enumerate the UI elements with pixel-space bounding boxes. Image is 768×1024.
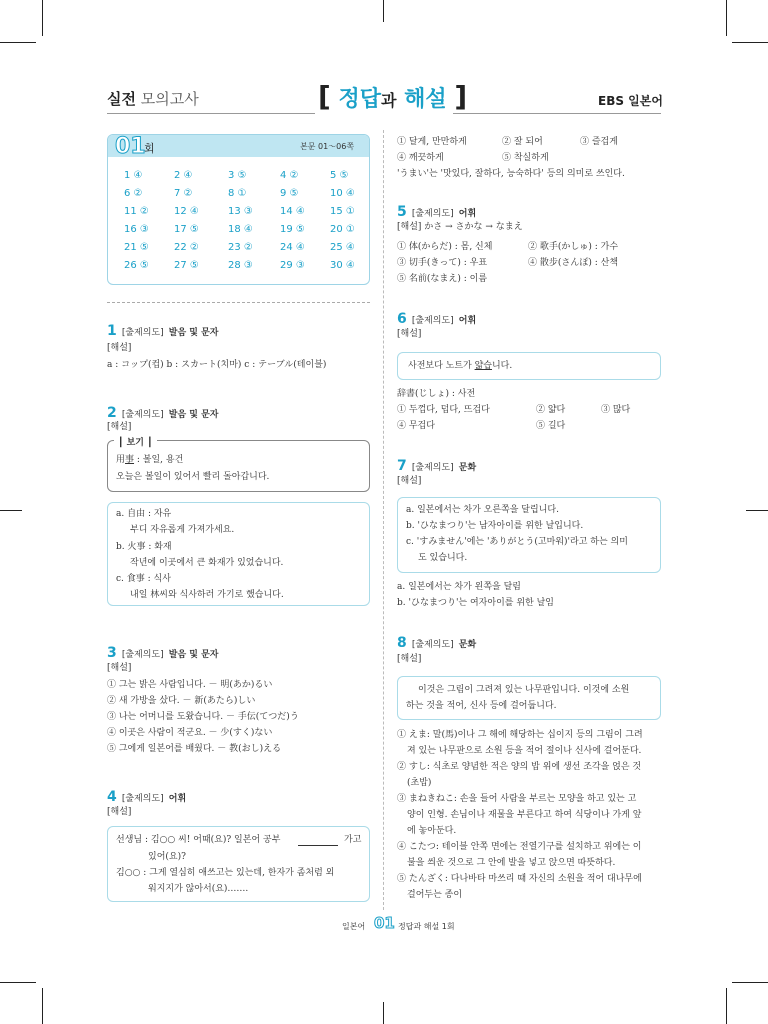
header-left-rest: 모의고사 xyxy=(140,90,199,108)
q4-topic: 어휘 xyxy=(168,794,187,804)
q5-tag: [출제의도] xyxy=(411,209,454,219)
crop-mark xyxy=(726,0,727,36)
answer-item: 3 ⑤ xyxy=(228,170,247,181)
bogi-label-text: 보기 xyxy=(126,438,144,448)
bogi-line-1 xyxy=(116,453,183,467)
q5-heading xyxy=(397,201,476,220)
q5-number: 5 xyxy=(397,204,407,220)
answer-item: 26 ⑤ xyxy=(124,260,149,271)
header-title-c: 해설 xyxy=(404,87,447,112)
q8-line: 걸어두는 종이 xyxy=(407,890,463,900)
crop-mark xyxy=(0,510,22,511)
answer-item: 1 ④ xyxy=(124,170,143,181)
q8-line: 에 놓아둔다. xyxy=(407,826,457,836)
answer-item: 9 ⑤ xyxy=(280,188,299,199)
q5-line: ② 歌手(かしゅ) : 가수 xyxy=(528,242,619,252)
answer-item: 10 ④ xyxy=(330,188,355,199)
q6-line: ④ 무겁다 xyxy=(397,421,435,431)
q8-box-line: 하는 것을 적어, 신사 등에 걸어둡니다. xyxy=(406,701,557,711)
q1-tag: [출제의도] xyxy=(121,328,164,338)
crop-mark xyxy=(726,988,727,1024)
answer-item: 4 ② xyxy=(280,170,299,181)
q8-line: ⑤ たんざく: 다나바타 마쓰리 때 자신의 소원을 적어 대나무에 xyxy=(397,874,642,884)
q5-haeseol: [해설] かさ → さかな → なまえ xyxy=(397,222,523,232)
q7-box-line: 도 있습니다. xyxy=(418,553,468,563)
header-title-a: 정답 xyxy=(338,87,381,112)
footer-label: 정답과 해설 1회 xyxy=(398,922,455,931)
bogi-mark: ┃ xyxy=(143,438,153,448)
answer-item: 28 ③ xyxy=(228,260,253,271)
q2-line: 부디 자유롭게 가져가세요. xyxy=(130,525,235,535)
answer-item: 15 ① xyxy=(330,206,355,217)
q2-heading xyxy=(107,402,219,421)
q3-line: ① 그는 밝은 사람입니다. － 明(あか)るい xyxy=(107,680,273,690)
q4-tag: [출제의도] xyxy=(121,794,164,804)
q8-line: ④ こたつ: 테이블 안쪽 면에는 전열기구를 설치하고 위에는 이 xyxy=(397,842,642,852)
answer-item: 29 ③ xyxy=(280,260,305,271)
q7-box-line: a. 일본에서는 차가 오른쪽을 달립니다. xyxy=(406,505,559,515)
q6-number: 6 xyxy=(397,311,407,327)
header-title-b: 과 xyxy=(380,91,397,110)
q3-haeseol: [해설] xyxy=(107,663,132,673)
answer-item: 24 ④ xyxy=(280,242,305,253)
q8-line: 져 있는 나무판으로 소원 등을 적어 절이나 신사에 걸어둔다. xyxy=(407,746,642,756)
answer-item: 27 ⑤ xyxy=(174,260,199,271)
q7-heading xyxy=(397,455,476,474)
q4-haeseol: [해설] xyxy=(107,807,132,817)
q2-line: 작년에 이곳에서 큰 화재가 있었습니다. xyxy=(130,558,284,568)
q8-line: ① えま: 말(馬)이나 그 해에 해당하는 십이지 등의 그림이 그려 xyxy=(397,730,643,740)
q6-box-b: 얇습 xyxy=(474,361,492,371)
bracket-open: [ xyxy=(318,80,331,113)
q8-box-line: 이것은 그림이 그려져 있는 나무판입니다. 이것에 소원 xyxy=(418,685,630,695)
q5-line: ① 体(からだ) : 몸, 신체 xyxy=(397,242,493,252)
q6-line: ② 얇다 xyxy=(536,405,566,415)
q2-topic: 발음 및 문자 xyxy=(168,410,219,420)
header-right: EBS 일본어 xyxy=(598,94,663,108)
q6-topic: 어휘 xyxy=(458,316,477,326)
divider xyxy=(107,302,370,303)
q6-haeseol: [해설] xyxy=(397,329,422,339)
page-range: 본문 01～06쪽 xyxy=(300,142,355,151)
crop-mark xyxy=(0,982,36,983)
bogi-label xyxy=(114,435,157,448)
q6-line: ③ 많다 xyxy=(601,405,631,415)
q4-dialogue-2: 있어(요)? xyxy=(148,852,186,862)
crop-mark xyxy=(42,0,43,36)
answer-item: 19 ⑤ xyxy=(280,224,305,235)
q2-line: a. 自由 : 자유 xyxy=(116,509,172,519)
q6-line: 辞書(じしょ) : 사전 xyxy=(397,389,476,399)
q4-dialogue-3: 김○○ : 그게 열심히 애쓰고는 있는데, 한자가 좀처럼 외 xyxy=(116,868,335,878)
footer-subject: 일본어 xyxy=(342,922,366,931)
answer-item: 30 ④ xyxy=(330,260,355,271)
answer-item: 14 ④ xyxy=(280,206,305,217)
q1-topic: 발음 및 문자 xyxy=(168,328,219,338)
q3-line: ④ 이곳은 사람이 적군요. － 少(すく)ない xyxy=(107,728,273,738)
crop-mark xyxy=(383,0,384,22)
q3-topic: 발음 및 문자 xyxy=(168,650,219,660)
crop-mark xyxy=(383,1002,384,1024)
q8-line: (초밥) xyxy=(407,778,432,788)
answer-item: 5 ⑤ xyxy=(330,170,349,181)
answer-item: 22 ② xyxy=(174,242,199,253)
crop-mark xyxy=(746,510,768,511)
q6-box-a: 사전보다 노트가 xyxy=(408,361,475,371)
q7-after-line: b. 'ひなまつり'는 여자아이를 위한 날임 xyxy=(397,598,554,608)
q6-line: ⑤ 길다 xyxy=(536,421,566,431)
answer-item: 25 ④ xyxy=(330,242,355,253)
q4-dialogue-1: 선생님 : 김○○ 씨! 어때(요)? 일본어 공부 xyxy=(116,835,281,845)
crop-mark xyxy=(42,988,43,1024)
answer-item: 13 ③ xyxy=(228,206,253,217)
r-top-1b: ② 잘 되어 xyxy=(502,137,543,147)
answer-item: 20 ① xyxy=(330,224,355,235)
q2-number: 2 xyxy=(107,405,117,421)
q2-line: c. 食事 : 식사 xyxy=(116,574,171,584)
q5-line: ④ 散步(さんぽ) : 산책 xyxy=(528,258,619,268)
q8-haeseol: [해설] xyxy=(397,654,422,664)
q8-line: ② すし: 식초로 양념한 적은 양의 밥 위에 생선 조각을 얹은 것 xyxy=(397,762,642,772)
r-top-2b: ⑤ 착실하게 xyxy=(502,153,549,163)
q3-heading xyxy=(107,642,219,661)
column-divider xyxy=(383,130,384,910)
q8-tag: [출제의도] xyxy=(411,640,454,650)
answer-item: 6 ② xyxy=(124,188,143,199)
q7-haeseol: [해설] xyxy=(397,476,422,486)
q7-topic: 문화 xyxy=(458,463,477,473)
q8-line: 불을 씌운 것으로 그 안에 발을 넣고 앉으면 따뜻하다. xyxy=(407,858,616,868)
q5-line: ⑤ 名前(なまえ) : 이름 xyxy=(397,274,488,284)
answer-item: 21 ⑤ xyxy=(124,242,149,253)
q7-box-line: b. 'ひなまつり'는 남자아이를 위한 날입니다. xyxy=(406,521,584,531)
header-left-bold: 실전 xyxy=(107,90,136,108)
q3-line: ③ 나는 어머니를 도왔습니다. － 手伝(てつだ)う xyxy=(107,712,299,722)
answer-item: 23 ② xyxy=(228,242,253,253)
blank-line xyxy=(298,845,338,846)
header-title xyxy=(318,80,467,113)
bracket-close: ] xyxy=(454,80,468,113)
answer-item: 8 ① xyxy=(228,188,247,199)
q4-dialogue-1b: 가고 xyxy=(344,835,362,845)
crop-mark xyxy=(732,982,768,983)
r-top-3: 'うまい'는 '맛있다, 잘하다, 능숙하다' 등의 의미로 쓰인다. xyxy=(397,169,625,179)
q7-tag: [출제의도] xyxy=(411,463,454,473)
q6-heading xyxy=(397,308,476,327)
crop-mark xyxy=(732,42,768,43)
q8-line: 양이 인형. 손님이나 재물을 부른다고 하여 식당이나 가게 앞 xyxy=(407,810,642,820)
header-rule-right xyxy=(453,113,661,114)
q1-number: 1 xyxy=(107,323,117,339)
q2-haeseol: [해설] xyxy=(107,422,132,432)
bogi-mark: ┃ xyxy=(118,438,127,448)
answer-item: 17 ⑤ xyxy=(174,224,199,235)
q7-after-line: a. 일본에서는 차가 왼쪽을 달림 xyxy=(397,582,521,592)
header-left xyxy=(107,88,199,109)
q3-tag: [출제의도] xyxy=(121,650,164,660)
answer-item: 2 ④ xyxy=(174,170,193,181)
r-top-2a: ④ 깨끗하게 xyxy=(397,153,444,163)
q8-number: 8 xyxy=(397,635,407,651)
crop-mark xyxy=(0,42,36,43)
q6-box-text xyxy=(408,359,512,373)
answer-item: 18 ④ xyxy=(228,224,253,235)
answer-item: 16 ③ xyxy=(124,224,149,235)
header-rule-left xyxy=(107,113,315,114)
q1-heading xyxy=(107,320,219,339)
round-label: 회 xyxy=(144,142,155,155)
q2-line: b. 火事 : 화재 xyxy=(116,542,172,552)
footer-number: 01 xyxy=(374,914,395,932)
q1-line: a : コップ(컵) b : スカート(치마) c : テーブル(테이블) xyxy=(107,360,327,370)
q1-haeseol: [해설] xyxy=(107,343,132,353)
q6-box-c: 니다. xyxy=(491,361,513,371)
q7-box-line: c. 'すみません'에는 'ありがとう(고마워)'라고 하는 의미 xyxy=(406,537,628,547)
q3-number: 3 xyxy=(107,645,117,661)
q5-line: ③ 切手(きって) : 우표 xyxy=(397,258,488,268)
q4-dialogue-4: 워지지가 않아서(요)……. xyxy=(148,884,249,894)
q8-heading xyxy=(397,632,476,651)
round-number: 01 xyxy=(115,134,146,159)
q3-line: ⑤ 그에게 일본어를 배웠다. － 教(おし)える xyxy=(107,744,282,754)
q3-line: ② 새 가방을 샀다. － 新(あたら)しい xyxy=(107,696,256,706)
r-top-1c: ③ 즐겁게 xyxy=(580,137,618,147)
q2-tag: [출제의도] xyxy=(121,410,164,420)
q4-number: 4 xyxy=(107,789,117,805)
q6-line: ① 두껍다, 덥다, 뜨겁다 xyxy=(397,405,490,415)
q4-heading xyxy=(107,786,186,805)
q2-line: 내일 林씨와 식사하러 가기로 했습니다. xyxy=(130,590,284,600)
q6-tag: [출제의도] xyxy=(411,316,454,326)
bogi-word-b: 事 xyxy=(125,455,135,465)
bogi-word-a: 用 xyxy=(116,455,126,465)
answer-item: 7 ② xyxy=(174,188,193,199)
bogi-line-2: 오늘은 볼일이 있어서 빨리 돌아갑니다. xyxy=(116,472,270,482)
q7-number: 7 xyxy=(397,458,407,474)
answer-item: 12 ④ xyxy=(174,206,199,217)
r-top-1a: ① 달게, 만만하게 xyxy=(397,137,467,147)
q8-line: ③ まねきねこ: 손을 들어 사람을 부르는 모양을 하고 있는 고 xyxy=(397,794,637,804)
bogi-word-c: : 볼일, 용건 xyxy=(134,455,184,465)
q8-topic: 문화 xyxy=(458,640,477,650)
answer-item: 11 ② xyxy=(124,206,149,217)
q5-topic: 어휘 xyxy=(458,209,477,219)
